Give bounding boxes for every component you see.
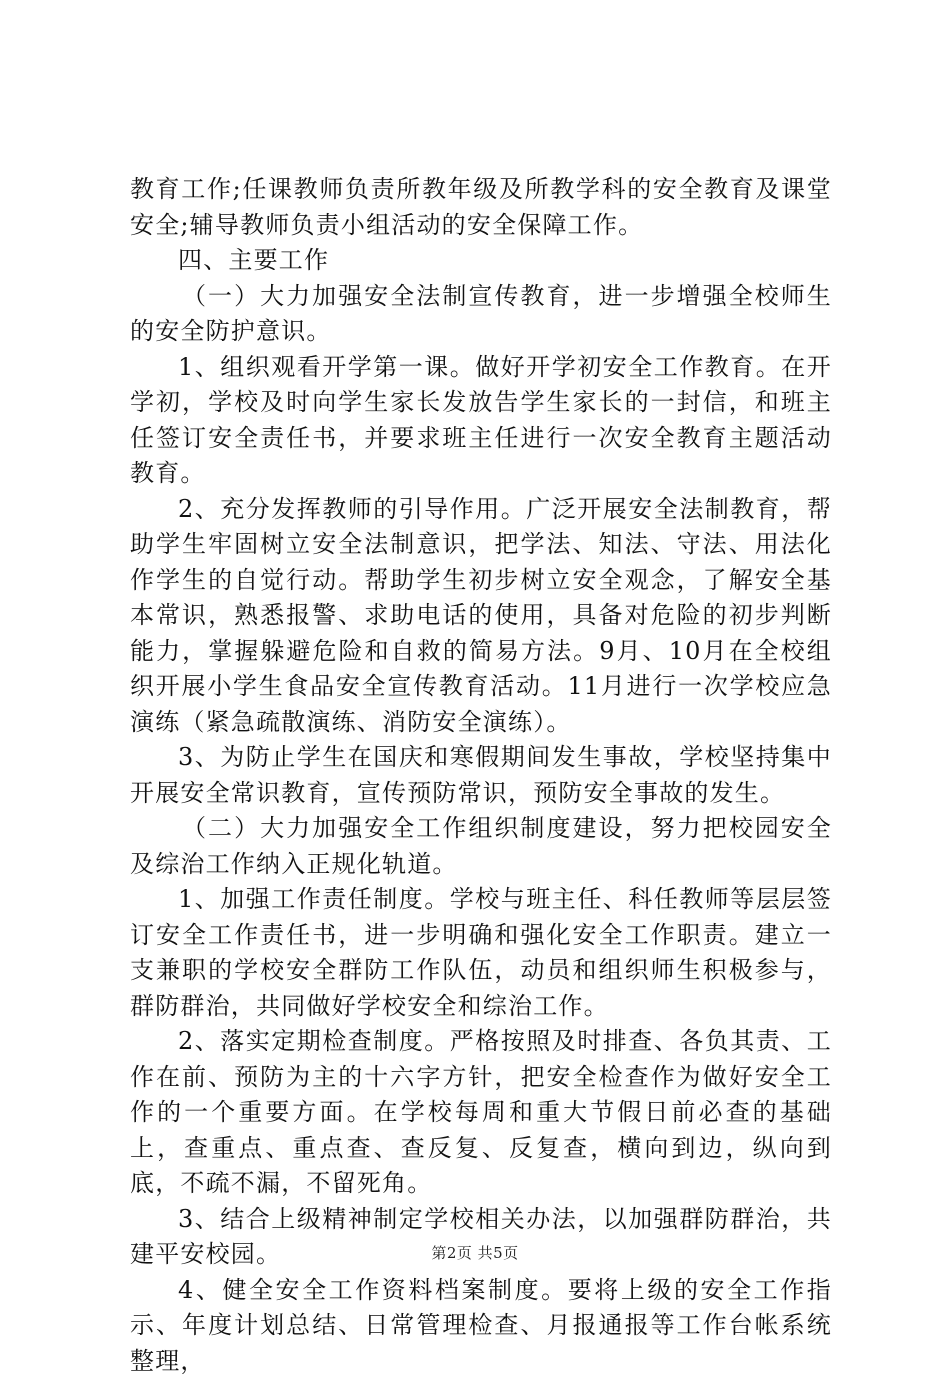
- section-heading-main-work: 四、主要工作: [130, 243, 832, 279]
- paragraph-item-2-inspection: 2、落实定期检查制度。严格按照及时排查、各负其责、工作在前、预防为主的十六字方针，把安全检查作为做好安全工作的一个重要方面。在学校每周和重大节假日前必查的基础上，查重点、重点查、查反复、反复查，横向到边，纵向到底，不疏不漏，不留死角。: [130, 1024, 832, 1202]
- paragraph-item-2-teacher-guidance: 2、充分发挥教师的引导作用。广泛开展安全法制教育，帮助学生牢固树立安全法制意识，把学法、知法、守法、用法化作学生的自觉行动。帮助学生初步树立安全观念，了解安全基本常识，熟悉报警、求助电话的使用，具备对危险的初步判断能力，掌握躲避危险和自救的简易方法。9月、10月在全校组织开展小学生食品安全宣传教育活动。11月进行一次学校应急演练（紧急疏散演练、消防安全演练）。: [130, 492, 832, 741]
- paragraph-item-1-responsibility: 1、加强工作责任制度。学校与班主任、科任教师等层层签订安全工作责任书，进一步明确和强化安全工作职责。建立一支兼职的学校安全群防工作队伍，动员和组织师生积极参与，群防群治，共同做好学校安全和综治工作。: [130, 882, 832, 1024]
- paragraph-item-4-archives: 4、健全安全工作资料档案制度。要将上级的安全工作指示、年度计划总结、日常管理检查、月报通报等工作台帐系统整理，: [130, 1273, 832, 1379]
- paragraph-item-3-local-measures: 3、结合上级精神制定学校相关办法，以加强群防群治，共建平安校园。: [130, 1202, 832, 1273]
- paragraph-responsibilities-continued: 教育工作;任课教师负责所教年级及所教学科的安全教育及课堂安全;辅导教师负责小组活动的安全保障工作。: [130, 172, 832, 243]
- paragraph-item-1-first-lesson: 1、组织观看开学第一课。做好开学初安全工作教育。在开学初，学校及时向学生家长发放告学生家长的一封信，和班主任签订安全责任书，并要求班主任进行一次安全教育主题活动教育。: [130, 350, 832, 492]
- paragraph-item-3-holiday-safety: 3、为防止学生在国庆和寒假期间发生事故，学校坚持集中开展安全常识教育，宣传预防常识，预防安全事故的发生。: [130, 740, 832, 811]
- subsection-heading-organization: （二）大力加强安全工作组织制度建设，努力把校园安全及综治工作纳入正规化轨道。: [130, 811, 832, 882]
- subsection-heading-legal-education: （一）大力加强安全法制宣传教育，进一步增强全校师生的安全防护意识。: [130, 279, 832, 350]
- page-number-footer: 第2页 共5页: [0, 1242, 950, 1263]
- document-body: [130, 172, 832, 1379]
